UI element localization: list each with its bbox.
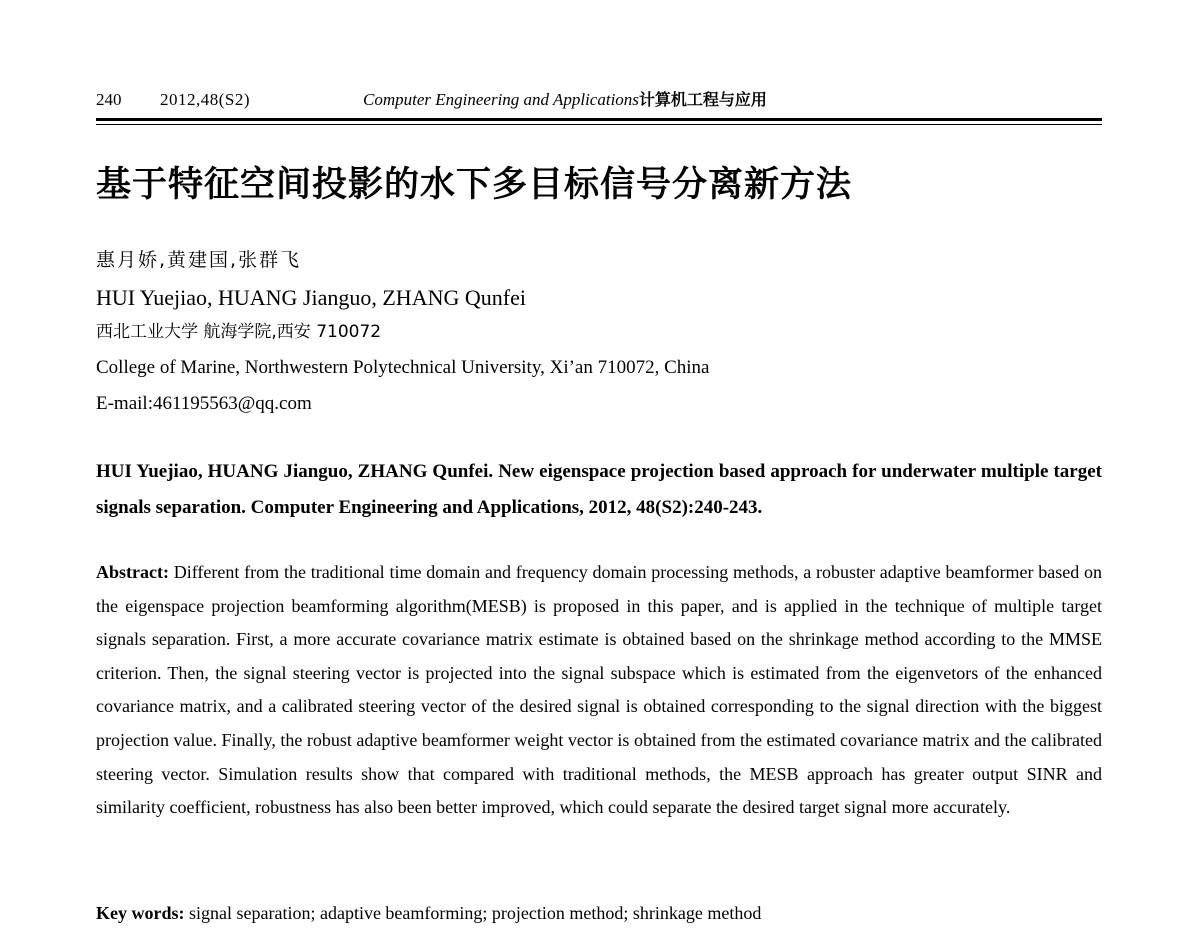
affiliation-cn: 西北工业大学 航海学院,西安 710072	[96, 322, 382, 342]
keywords-label: Key words:	[96, 903, 185, 923]
page-number: 240	[96, 90, 122, 109]
email-address: E-mail:461195563@qq.com	[96, 393, 312, 414]
keywords-text: signal separation; adaptive beamforming; projection method; shrinkage method	[189, 903, 762, 923]
issue-number: 2012,48(S2)	[160, 90, 251, 109]
running-header	[96, 88, 1102, 112]
keywords-block	[96, 898, 1102, 928]
abstract-text: Different from the traditional time domain and frequency domain processing methods, a robuster adaptive beamformer based on the eigenspace projection beamforming algorithm(MESB) is proposed in this paper, and is applied in the technique of multiple target signals separation. First, a more accurate covariance matrix estimate is obtained based on the shrinkage method according to the MMSE criterion. Then, the signal steering vector is projected into the signal subspace which is estimated from the eigenvetors of the enhanced covariance matrix, and a calibrated steering vector of the desired signal is obtained corresponding to the signal direction with the biggest projection value. Finally, the robust adaptive beamformer weight vector is obtained from the estimated covariance matrix and the calibrated steering vector. Simulation results show that compared with traditional methods, the MESB approach has greater output SINR and similarity coefficient, robustness has also been better improved, which could separate the desired target signal more accurately.	[96, 562, 1103, 818]
header-rule-thin	[96, 124, 1102, 125]
citation-block: HUI Yuejiao, HUANG Jianguo, ZHANG Qunfei. New eigenspace projection based approach for underwater multiple target signals separation. Computer Engineering and Applications, 2012, 48(S2):240-243.	[96, 461, 1102, 518]
paper-title-cn: 基于特征空间投影的水下多目标信号分离新方法	[96, 165, 853, 205]
affiliation-en: College of Marine, Northwestern Polytechnical University, Xi’an 710072, China	[96, 357, 710, 378]
journal-name-en: Computer Engineering and Applications	[363, 90, 639, 109]
authors-en: HUI Yuejiao, HUANG Jianguo, ZHANG Qunfei	[96, 285, 526, 310]
header-rule-thick	[96, 118, 1102, 121]
journal-name-cn: 计算机工程与应用	[638, 90, 767, 109]
journal-name	[363, 88, 767, 112]
abstract-block	[96, 556, 1102, 825]
authors-cn: 惠月娇,黄建国,张群飞	[96, 249, 302, 271]
abstract-label: Abstract:	[96, 562, 169, 582]
